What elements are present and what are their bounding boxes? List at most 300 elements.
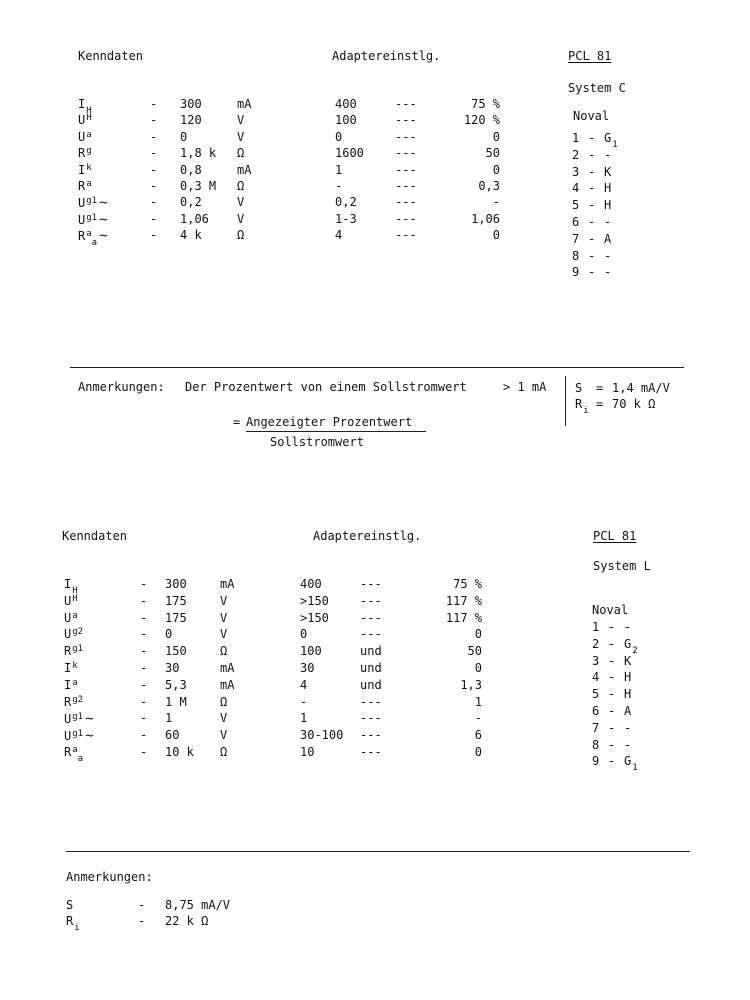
adapter-value-1: 100 xyxy=(300,644,322,659)
pin-number: 5 xyxy=(572,198,580,213)
nominal-unit: Ω xyxy=(237,228,245,243)
row-separator: - xyxy=(140,627,148,642)
nominal-unit: Ω xyxy=(237,179,245,193)
row-separator: - xyxy=(140,593,148,608)
pin-dash: - xyxy=(608,653,616,668)
adapter-connector: --- xyxy=(360,728,382,743)
adapter-value-2: 1,06 xyxy=(471,211,500,226)
nominal-value: 1,06 xyxy=(180,211,209,226)
kenndaten-heading-2: Kenndaten xyxy=(62,529,128,543)
row-separator: - xyxy=(140,711,148,726)
nominal-value: 120 xyxy=(180,113,202,128)
adapter-value-2: 0 xyxy=(492,162,500,177)
adapter-connector: und xyxy=(360,677,382,692)
pin-letter: K xyxy=(624,653,632,668)
adapter-value-1: - xyxy=(335,179,343,193)
pin-dash: - xyxy=(588,231,596,246)
adapter-value-1: 4 xyxy=(335,228,343,243)
adapter-value-2: 117 % xyxy=(445,610,482,625)
extra-value: 8,75 mA/V xyxy=(165,898,231,912)
symbol-letter: I xyxy=(78,162,86,177)
row-separator: - xyxy=(150,162,158,177)
adapter-connector: --- xyxy=(360,577,382,591)
extra-separator: - xyxy=(138,914,146,928)
nominal-value: 1,8 k xyxy=(180,146,217,161)
pin-assignment xyxy=(604,182,611,194)
pin-dash: - xyxy=(588,147,596,162)
nominal-value: 0,3 M xyxy=(180,179,217,193)
extra-symbol xyxy=(575,382,582,394)
nominal-unit: V xyxy=(237,195,245,210)
extra-letter: S xyxy=(66,898,74,912)
ac-tilde: ~ xyxy=(85,728,94,745)
divider-1 xyxy=(70,367,684,368)
adapter-value-1: 100 xyxy=(335,113,357,128)
pin-assignment xyxy=(624,688,631,700)
nominal-value: 300 xyxy=(180,97,202,111)
remarks-condition-1: > 1 mA xyxy=(503,380,547,394)
extra-symbol xyxy=(66,899,73,911)
pin-assignment xyxy=(624,739,631,751)
pin-letter: H xyxy=(624,670,632,685)
pin-number: 2 xyxy=(572,147,580,162)
parameter-symbol xyxy=(78,114,91,127)
adapter-value-1: 1 xyxy=(335,162,343,177)
pin-number: 5 xyxy=(592,687,600,702)
parameter-symbol xyxy=(78,147,91,160)
symbol-letter: R xyxy=(78,229,86,244)
pin-number: 8 xyxy=(572,248,580,263)
adapter-connector: --- xyxy=(395,97,417,111)
pin-assignment xyxy=(624,754,638,774)
nominal-value: 0,8 xyxy=(180,162,202,177)
row-separator: - xyxy=(140,644,148,659)
row-separator: - xyxy=(150,97,158,111)
pin-assignment xyxy=(604,131,618,150)
pin-number: 7 xyxy=(572,231,580,246)
nominal-unit: mA xyxy=(220,677,235,692)
pin-number: 4 xyxy=(592,670,600,685)
pin-assignment xyxy=(624,671,631,683)
symbol-superscript: g1 xyxy=(72,644,84,655)
system-label-2: System L xyxy=(593,559,651,573)
symbol-superscript: a xyxy=(72,677,78,688)
pin-number: 1 xyxy=(592,620,600,634)
symbol-letter: U xyxy=(64,729,72,744)
pin-dash: - xyxy=(588,131,596,145)
symbol-subscript: H xyxy=(86,106,92,116)
adapter-connector: und xyxy=(360,661,382,675)
extra-separator: - xyxy=(138,898,146,912)
parameter-symbol xyxy=(78,164,91,177)
adapter-value-2: - xyxy=(474,711,482,726)
symbol-letter: I xyxy=(64,577,72,591)
extra-symbol xyxy=(575,397,589,416)
pin-dash: - xyxy=(608,754,616,769)
adapter-connector: --- xyxy=(360,711,382,726)
adapter-value-2: 117 % xyxy=(445,593,482,608)
pin-assignment xyxy=(624,655,631,667)
remarks-label-1: Anmerkungen: xyxy=(78,380,165,394)
pin-letter: A xyxy=(604,231,612,246)
symbol-superscript: g1 xyxy=(72,729,84,740)
pin-letter: H xyxy=(604,181,612,196)
pin-number: 8 xyxy=(592,737,600,752)
extra-symbol xyxy=(66,914,80,933)
nominal-value: 10 k xyxy=(165,745,194,759)
nominal-value: 0 xyxy=(180,129,188,144)
pin-letter: H xyxy=(624,687,632,702)
adapter-connector: --- xyxy=(395,146,417,161)
row-separator: - xyxy=(140,661,148,675)
kenndaten-heading-1: Kenndaten xyxy=(78,49,144,63)
adapter-value-2: 1 xyxy=(474,694,482,709)
row-separator: - xyxy=(150,228,158,243)
adapter-value-1: 1-3 xyxy=(335,211,357,226)
symbol-superscript: a xyxy=(86,229,92,240)
row-separator: - xyxy=(150,179,158,193)
symbol-letter: I xyxy=(64,677,72,692)
nominal-value: 5,3 xyxy=(165,677,187,692)
socket-label-2: Noval xyxy=(592,603,629,617)
nominal-unit: V xyxy=(237,113,245,128)
row-separator: - xyxy=(150,195,158,210)
symbol-subscript: a xyxy=(91,238,98,249)
adapter-value-2: 0 xyxy=(474,745,482,759)
symbol-superscript: k xyxy=(72,661,78,671)
adapter-connector: --- xyxy=(360,610,382,625)
remarks-separator-1 xyxy=(565,376,566,426)
pin-assignment xyxy=(624,705,631,717)
pin-number: 1 xyxy=(572,131,580,145)
symbol-superscript: k xyxy=(86,162,92,173)
nominal-unit: Ω xyxy=(220,644,228,659)
pin-number: 2 xyxy=(592,636,600,651)
adapter-connector: --- xyxy=(395,113,417,128)
symbol-letter: U xyxy=(78,212,86,227)
pin-letter: K xyxy=(604,164,612,179)
row-separator: - xyxy=(150,211,158,226)
extra-value: 22 k Ω xyxy=(165,914,209,928)
symbol-subscript: H xyxy=(72,586,78,596)
nominal-unit: V xyxy=(237,211,245,226)
parameter-symbol xyxy=(78,131,91,144)
remarks-text-1: Der Prozentwert von einem Sollstromwert xyxy=(185,380,467,394)
symbol-letter: U xyxy=(64,593,72,608)
adapter-value-1: 400 xyxy=(300,577,322,591)
adapter-connector: --- xyxy=(360,745,382,759)
row-separator: - xyxy=(150,113,158,128)
pin-number: 7 xyxy=(592,720,600,735)
pin-number: 6 xyxy=(572,215,580,229)
nominal-value: 1 M xyxy=(165,694,187,709)
ac-tilde: ~ xyxy=(85,711,94,728)
pin-dash: - xyxy=(608,636,616,651)
nominal-value: 175 xyxy=(165,593,187,608)
symbol-letter: R xyxy=(78,146,86,161)
nominal-unit: V xyxy=(237,129,245,144)
pin-letter: - xyxy=(604,215,612,229)
symbol-letter: I xyxy=(64,661,72,675)
remarks-label-2: Anmerkungen: xyxy=(66,870,153,884)
parameter-symbol xyxy=(64,612,77,625)
ac-tilde: ~ xyxy=(99,211,108,228)
parameter-symbol xyxy=(64,662,77,675)
pin-dash: - xyxy=(588,248,596,263)
adapter-value-1: 0 xyxy=(300,627,308,642)
pin-number: 4 xyxy=(572,181,580,196)
extra-separator: = xyxy=(596,381,604,395)
adapter-value-1: 400 xyxy=(335,97,357,111)
pin-subscript: 1 xyxy=(612,140,618,150)
adapter-value-2: 1,3 xyxy=(460,677,482,692)
symbol-letter: U xyxy=(64,712,72,727)
symbol-superscript: H xyxy=(86,113,92,124)
adapter-value-1: 30 xyxy=(300,661,315,675)
nominal-value: 0,2 xyxy=(180,195,202,210)
symbol-superscript: a xyxy=(86,129,92,140)
adapter-connector: --- xyxy=(395,211,417,226)
pin-letter: - xyxy=(604,248,612,263)
symbol-letter: U xyxy=(78,113,86,128)
nominal-value: 150 xyxy=(165,644,187,659)
adapter-value-1: - xyxy=(300,694,308,709)
pin-dash: - xyxy=(588,181,596,196)
parameter-symbol xyxy=(64,595,77,608)
symbol-letter: R xyxy=(64,644,72,659)
adapter-value-1: 0,2 xyxy=(335,195,357,210)
adapter-value-2: 120 % xyxy=(463,113,500,128)
parameter-symbol xyxy=(64,628,82,641)
nominal-unit: mA xyxy=(237,162,252,177)
parameter-symbol xyxy=(78,180,91,193)
parameter-symbol xyxy=(64,712,94,726)
row-separator: - xyxy=(150,129,158,144)
adapter-connector: --- xyxy=(360,694,382,709)
adapter-value-2: 0 xyxy=(474,627,482,642)
pin-dash: - xyxy=(608,737,616,752)
parameter-symbol xyxy=(64,696,82,709)
pin-letter: H xyxy=(604,198,612,213)
pin-letter: - xyxy=(624,737,632,752)
adapter-value-1: >150 xyxy=(300,593,329,608)
nominal-unit: mA xyxy=(220,661,235,675)
adapter-connector: --- xyxy=(395,195,417,210)
pin-subscript: 2 xyxy=(632,645,638,656)
parameter-symbol xyxy=(78,97,92,116)
nominal-value: 30 xyxy=(165,661,180,675)
adapter-value-2: 75 % xyxy=(453,577,482,591)
adapter-connector: --- xyxy=(360,627,382,642)
pin-number: 9 xyxy=(572,265,580,280)
pin-assignment xyxy=(604,216,611,228)
socket-label-1: Noval xyxy=(573,109,610,123)
nominal-value: 0 xyxy=(165,627,173,642)
nominal-unit: V xyxy=(220,593,228,608)
adapter-heading-1: Adaptereinstlg. xyxy=(332,49,441,63)
pin-assignment xyxy=(624,636,638,656)
pin-dash: - xyxy=(608,687,616,702)
pin-number: 6 xyxy=(592,704,600,718)
tube-type-2: PCL 81 xyxy=(593,529,637,543)
parameter-symbol xyxy=(78,196,108,210)
symbol-superscript: g1 xyxy=(86,212,98,223)
symbol-subscript: a xyxy=(77,754,84,764)
ac-tilde: ~ xyxy=(99,195,108,212)
adapter-value-2: 0,3 xyxy=(478,179,500,193)
symbol-superscript: g2 xyxy=(72,694,84,705)
pin-dash: - xyxy=(608,620,616,634)
extra-value: 70 k Ω xyxy=(612,397,656,411)
symbol-superscript: g1 xyxy=(72,712,84,723)
extra-letter: R xyxy=(66,914,74,928)
pin-dash: - xyxy=(588,265,596,280)
pin-assignment xyxy=(604,149,611,161)
adapter-value-1: 1600 xyxy=(335,146,364,161)
parameter-symbol xyxy=(64,577,78,596)
row-separator: - xyxy=(140,728,148,743)
pin-dash: - xyxy=(608,670,616,685)
symbol-letter: R xyxy=(64,694,72,709)
pin-letter: G xyxy=(624,636,632,651)
adapter-value-1: 10 xyxy=(300,745,315,759)
adapter-value-2: 0 xyxy=(474,661,482,675)
system-label-1: System C xyxy=(568,81,626,95)
pin-letter: G xyxy=(604,131,612,145)
row-separator: - xyxy=(140,677,148,692)
pin-subscript: 1 xyxy=(632,763,638,774)
extra-value: 1,4 mA/V xyxy=(612,381,670,395)
pin-letter: - xyxy=(604,147,612,162)
adapter-value-1: 30-100 xyxy=(300,728,344,743)
symbol-letter: R xyxy=(78,179,86,193)
nominal-value: 1 xyxy=(165,711,173,726)
nominal-value: 60 xyxy=(165,728,180,743)
nominal-unit: mA xyxy=(220,577,235,591)
nominal-value: 4 k xyxy=(180,228,202,243)
row-separator: - xyxy=(140,577,148,591)
adapter-heading-2: Adaptereinstlg. xyxy=(313,529,422,543)
row-separator: - xyxy=(140,745,148,759)
symbol-letter: U xyxy=(64,627,72,642)
nominal-unit: V xyxy=(220,610,228,625)
adapter-value-1: 0 xyxy=(335,129,343,144)
parameter-symbol xyxy=(78,213,108,227)
pin-assignment xyxy=(624,722,631,734)
fraction-denominator: Sollstromwert xyxy=(270,435,364,449)
parameter-symbol xyxy=(64,645,82,658)
symbol-superscript: a xyxy=(86,179,92,189)
pin-assignment xyxy=(624,621,631,633)
parameter-symbol xyxy=(64,729,94,743)
pin-assignment xyxy=(604,199,611,211)
pin-letter: - xyxy=(604,265,612,280)
nominal-value: 300 xyxy=(165,577,187,591)
row-separator: - xyxy=(140,694,148,709)
extra-letter: R xyxy=(575,397,583,411)
pin-dash: - xyxy=(588,164,596,179)
symbol-superscript: a xyxy=(72,610,78,621)
adapter-value-1: >150 xyxy=(300,610,329,625)
fraction-prefix: = xyxy=(233,415,241,429)
adapter-value-1: 1 xyxy=(300,711,308,726)
pin-dash: - xyxy=(608,720,616,735)
symbol-superscript: g2 xyxy=(72,627,84,638)
adapter-connector: und xyxy=(360,644,382,659)
pin-letter: A xyxy=(624,704,632,718)
symbol-letter: R xyxy=(64,745,72,759)
adapter-value-2: 50 xyxy=(467,644,482,659)
nominal-unit: V xyxy=(220,627,228,642)
pin-letter: - xyxy=(624,620,632,634)
adapter-connector: --- xyxy=(360,593,382,608)
pin-dash: - xyxy=(588,215,596,229)
row-separator: - xyxy=(140,610,148,625)
fraction-line xyxy=(246,431,426,432)
tube-type-1: PCL 81 xyxy=(568,49,612,63)
adapter-value-2: 75 % xyxy=(471,97,500,111)
nominal-unit: Ω xyxy=(237,146,245,161)
symbol-letter: U xyxy=(78,129,86,144)
nominal-unit: V xyxy=(220,711,228,726)
nominal-value: 175 xyxy=(165,610,187,625)
row-separator: - xyxy=(150,146,158,161)
nominal-unit: Ω xyxy=(220,745,228,759)
adapter-connector: --- xyxy=(395,162,417,177)
symbol-superscript: a xyxy=(72,745,78,755)
symbol-letter: U xyxy=(78,196,86,211)
adapter-connector: --- xyxy=(395,179,417,193)
adapter-connector: --- xyxy=(395,129,417,144)
adapter-value-2: 0 xyxy=(492,228,500,243)
pin-letter: G xyxy=(624,754,632,769)
pin-number: 3 xyxy=(572,164,580,179)
adapter-value-1: 4 xyxy=(300,677,308,692)
pin-assignment xyxy=(604,250,611,262)
extra-letter: S xyxy=(575,381,583,395)
extra-subscript: i xyxy=(583,406,589,416)
symbol-letter: U xyxy=(64,610,72,625)
adapter-value-2: 50 xyxy=(485,146,500,161)
adapter-value-2: - xyxy=(492,195,500,210)
symbol-letter: I xyxy=(78,97,86,111)
adapter-value-2: 0 xyxy=(492,129,500,144)
pin-dash: - xyxy=(608,704,616,718)
pin-assignment xyxy=(604,166,611,178)
divider-2 xyxy=(66,851,690,852)
symbol-superscript: g1 xyxy=(86,196,98,207)
nominal-unit: mA xyxy=(237,97,252,111)
symbol-superscript: g xyxy=(86,146,92,157)
parameter-symbol xyxy=(64,679,77,692)
fraction-numerator: Angezeigter Prozentwert xyxy=(246,415,413,429)
extra-subscript: i xyxy=(74,923,80,933)
adapter-value-2: 6 xyxy=(474,728,482,743)
parameter-symbol xyxy=(78,228,108,249)
parameter-symbol xyxy=(64,745,84,764)
pin-number: 3 xyxy=(592,653,600,668)
pin-dash: - xyxy=(588,198,596,213)
pin-assignment xyxy=(604,266,611,278)
pin-assignment xyxy=(604,233,611,245)
pin-number: 9 xyxy=(592,754,600,769)
adapter-connector: --- xyxy=(395,228,417,243)
extra-separator: = xyxy=(596,397,604,411)
nominal-unit: V xyxy=(220,728,228,743)
symbol-superscript: H xyxy=(72,593,78,604)
pin-letter: - xyxy=(624,720,632,735)
nominal-unit: Ω xyxy=(220,694,228,709)
